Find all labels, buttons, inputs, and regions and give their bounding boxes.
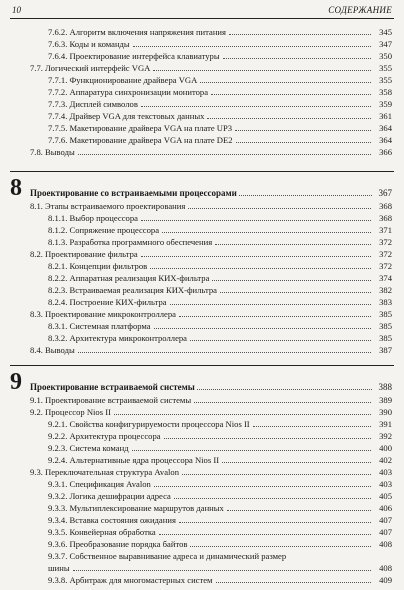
toc-entry[interactable] — [10, 308, 392, 320]
leader-dots — [229, 26, 371, 35]
toc-entry[interactable] — [10, 490, 392, 502]
leader-dots — [162, 224, 371, 233]
toc-entry-page: 374 — [372, 272, 392, 284]
leader-dots — [188, 200, 371, 209]
leader-dots — [159, 526, 371, 535]
toc-entry-title: 9.3.7. Собственное выравнивание адреса и динамический размер — [48, 551, 287, 561]
toc-entry-title: 9.2.1. Свойства конфигурируемости процессора Nios II — [48, 419, 250, 429]
toc-entry-page: 359 — [372, 98, 392, 110]
toc-entry[interactable] — [10, 478, 392, 490]
toc-entry[interactable] — [10, 26, 392, 38]
toc-entry[interactable] — [10, 344, 392, 356]
toc-entry-page: 355 — [372, 74, 392, 86]
leader-dots — [212, 272, 371, 281]
toc-entry-title: 9.3.2. Логика дешифрации адреса — [48, 491, 171, 501]
toc-entry[interactable] — [10, 62, 392, 74]
toc-entry[interactable] — [10, 394, 392, 406]
toc-entry-page: 355 — [372, 62, 392, 74]
leader-dots — [200, 74, 371, 83]
toc-entries-9 — [10, 394, 392, 586]
toc-entry-page: 403 — [372, 478, 392, 490]
toc-entry-page: 385 — [372, 308, 392, 320]
toc-entry-page: 383 — [372, 296, 392, 308]
leader-dots — [190, 538, 371, 547]
chapter-number: 9 — [10, 369, 22, 395]
toc-entry-title: 9.2.3. Система команд — [48, 443, 129, 453]
toc-entry[interactable] — [10, 514, 392, 526]
leader-dots — [207, 110, 371, 119]
toc-entry[interactable] — [10, 284, 392, 296]
leader-dots — [215, 236, 371, 245]
toc-entry-title: 7.6.2. Алгоритм включения напряжения питания — [48, 27, 226, 37]
toc-entry-title: 8.1.2. Сопряжение процессора — [48, 225, 160, 235]
toc-entry[interactable] — [10, 236, 392, 248]
toc-entry-title: 8.2.2. Аппаратная реализация КИХ-фильтра — [48, 273, 210, 283]
toc-entry-page: 372 — [372, 236, 392, 248]
toc-entry[interactable] — [10, 122, 392, 134]
leader-dots — [236, 134, 371, 143]
chapter-heading[interactable] — [10, 176, 392, 200]
leader-dots — [194, 394, 371, 403]
leader-dots — [73, 562, 371, 571]
toc-entry[interactable] — [10, 98, 392, 110]
leader-dots — [133, 38, 371, 47]
toc-entry[interactable] — [10, 526, 392, 538]
leader-dots — [190, 332, 371, 341]
toc-entry[interactable] — [10, 50, 392, 62]
toc-entry[interactable] — [10, 406, 392, 418]
toc-entry-page: 368 — [372, 212, 392, 224]
toc-entry-title: 9.2.4. Альтернативные ядра процессора Nios II — [48, 455, 220, 465]
toc-entry-page: 366 — [372, 146, 392, 158]
toc-entry-page: 361 — [372, 110, 392, 122]
leader-dots — [164, 430, 371, 439]
toc-entry[interactable] — [10, 442, 392, 454]
toc-entry-title: 7.6.4. Проектирование интерфейса клавиатуры — [48, 51, 220, 61]
leader-dots — [78, 344, 371, 353]
toc-entry-page: 408 — [372, 562, 392, 574]
toc-entry[interactable] — [10, 212, 392, 224]
section-divider — [10, 171, 394, 172]
toc-entry-page: 372 — [372, 260, 392, 272]
toc-entry-title: 9.2.2. Архитектура процессора — [48, 431, 161, 441]
leader-dots — [141, 212, 371, 221]
toc-entry-page: 409 — [372, 574, 392, 586]
toc-entry-title: 8.2.1. Концепции фильтров — [48, 261, 148, 271]
toc-entry[interactable] — [10, 538, 392, 550]
leader-dots — [227, 502, 371, 511]
toc-entry-title: 9.2. Процессор Nios II — [30, 407, 111, 417]
toc-entry-title: 9.3.4. Вставка состояния ожидания — [48, 515, 176, 525]
toc-entry-title: 7.7.3. Дисплей символов — [48, 99, 138, 109]
toc-entry-title: 9.3.6. Преобразование порядка байтов — [48, 539, 188, 549]
toc-entry[interactable] — [10, 38, 392, 50]
toc-entry-title: 7.7.4. Драйвер VGA для текстовых данных — [48, 111, 205, 121]
toc-entry[interactable] — [10, 418, 392, 430]
toc-entry-page: 368 — [372, 200, 392, 212]
toc-entries-8 — [10, 200, 392, 356]
chapter-title: Проектирование со встраиваемыми процессорами — [30, 188, 237, 198]
chapter-number: 8 — [10, 175, 22, 201]
chapter-page: 367 — [378, 188, 392, 198]
toc-entry[interactable] — [10, 200, 392, 212]
toc-entry-title: 7.7.1. Функционирование драйвера VGA — [48, 75, 198, 85]
toc-entry[interactable] — [10, 332, 392, 344]
toc-entry-title: 8.2.3. Встраиваемая реализация КИХ-фильтра — [48, 285, 217, 295]
toc-entry-page: 347 — [372, 38, 392, 50]
toc-entry[interactable] — [10, 574, 392, 586]
toc-entry[interactable] — [10, 224, 392, 236]
leader-dots — [114, 406, 371, 415]
toc-entry[interactable] — [10, 146, 392, 158]
toc-entry-page: 372 — [372, 248, 392, 260]
toc-entry-page: 382 — [372, 284, 392, 296]
leader-dots — [253, 418, 371, 427]
leader-dots — [223, 50, 371, 59]
toc-entry-page: 400 — [372, 442, 392, 454]
toc-entry-page: 364 — [372, 122, 392, 134]
toc-chapter-9 — [10, 370, 392, 586]
toc-entry-page: 350 — [372, 50, 392, 62]
toc-entry-page: 387 — [372, 344, 392, 356]
leader-dots — [182, 466, 371, 475]
chapter-title: Проектирование встраиваемой системы — [30, 382, 195, 392]
toc-entry-page: 392 — [372, 430, 392, 442]
leader-dots — [211, 86, 371, 95]
leader-dots — [78, 146, 371, 155]
leader-dots — [170, 296, 371, 305]
toc-entry-page: 389 — [372, 394, 392, 406]
toc-entry[interactable] — [10, 562, 392, 574]
toc-entry-title: 9.3.8. Арбитраж для многомастерных систем — [48, 575, 213, 585]
leader-dots — [141, 98, 371, 107]
page-number: 10 — [12, 5, 21, 15]
toc-entry-title: 9.3.1. Спецификация Avalon — [48, 479, 151, 489]
leader-dots — [154, 478, 371, 487]
toc-entry-page: 371 — [372, 224, 392, 236]
toc-entry-page: 385 — [372, 320, 392, 332]
toc-entry[interactable] — [10, 550, 392, 562]
toc-entry-page: 408 — [372, 538, 392, 550]
toc-entry-title: 7.7.5. Макетирование драйвера VGA на плате UP3 — [48, 123, 233, 133]
toc-entry[interactable] — [10, 86, 392, 98]
toc-entry-title: 7.8. Выводы — [30, 147, 75, 157]
toc-entry-page: 407 — [372, 514, 392, 526]
toc-entry-page: 390 — [372, 406, 392, 418]
toc-section-7 — [10, 26, 392, 158]
toc-entry-page: 403 — [372, 466, 392, 478]
toc-entry[interactable] — [10, 260, 392, 272]
leader-dots — [239, 195, 372, 196]
toc-entry-title: 8.3.2. Архитектура микроконтроллера — [48, 333, 187, 343]
leader-dots — [216, 574, 372, 583]
toc-entry-title: 9.3.3. Мультиплексирование маршрутов данных — [48, 503, 224, 513]
leader-dots — [153, 62, 371, 71]
toc-entry-title: 8.2.4. Построение КИХ-фильтра — [48, 297, 167, 307]
chapter-page: 388 — [378, 382, 392, 392]
toc-entry-page: 391 — [372, 418, 392, 430]
toc-entry-title: 7.7. Логический интерфейс VGA — [30, 63, 151, 73]
toc-entry[interactable] — [10, 454, 392, 466]
toc-entry[interactable] — [10, 248, 392, 260]
page-header — [10, 4, 394, 19]
toc-entry[interactable] — [10, 296, 392, 308]
toc-entry[interactable] — [10, 110, 392, 122]
leader-dots — [220, 284, 371, 293]
toc-entry-title: 9.3.5. Конвейерная обработка — [48, 527, 156, 537]
leader-dots — [235, 122, 371, 131]
toc-entry[interactable] — [10, 466, 392, 478]
toc-entry[interactable] — [10, 502, 392, 514]
toc-entry[interactable] — [10, 320, 392, 332]
leader-dots — [222, 454, 371, 463]
toc-entry-title: 8.2. Проектирование фильтра — [30, 249, 138, 259]
toc-entry-page: 405 — [372, 490, 392, 502]
toc-entry-title: шины — [48, 563, 70, 573]
leader-dots — [141, 248, 371, 257]
toc-entry-title: 9.1. Проектирование встраиваемой системы — [30, 395, 192, 405]
running-title: СОДЕРЖАНИЕ — [328, 5, 392, 15]
toc-entry-page: 364 — [372, 134, 392, 146]
toc-entry-page: 406 — [372, 502, 392, 514]
toc-entry-page: 358 — [372, 86, 392, 98]
toc-entry[interactable] — [10, 74, 392, 86]
toc-entry[interactable] — [10, 134, 392, 146]
toc-entry-title: 8.1. Этапы встраиваемого проектирования — [30, 201, 186, 211]
toc-entry[interactable] — [10, 272, 392, 284]
toc-entry-title: 8.1.3. Разработка программного обеспечения — [48, 237, 213, 247]
toc-entry-title: 8.4. Выводы — [30, 345, 75, 355]
toc-entry[interactable] — [10, 430, 392, 442]
toc-entry-page: 345 — [372, 26, 392, 38]
leader-dots — [197, 389, 372, 390]
leader-dots — [154, 320, 371, 329]
section-divider — [10, 365, 394, 366]
toc-entry-title: 8.3.1. Системная платформа — [48, 321, 151, 331]
toc-entry-title: 7.6.3. Коды и команды — [48, 39, 130, 49]
leader-dots — [132, 442, 371, 451]
toc-entry-title: 7.7.6. Макетирование драйвера VGA на плате DE2 — [48, 135, 233, 145]
chapter-heading[interactable] — [10, 370, 392, 394]
toc-entry-title: 9.3. Переключательная структура Avalon — [30, 467, 180, 477]
leader-dots — [179, 308, 371, 317]
toc-entry-page: 407 — [372, 526, 392, 538]
leader-dots — [179, 514, 371, 523]
toc-entry-title: 8.3. Проектирование микроконтроллера — [30, 309, 176, 319]
toc-entry-page: 385 — [372, 332, 392, 344]
toc-entry-title: 7.7.2. Аппаратура синхронизации монитора — [48, 87, 209, 97]
toc-chapter-8 — [10, 176, 392, 356]
leader-dots — [174, 490, 371, 499]
toc-entry-title: 8.1.1. Выбор процессора — [48, 213, 138, 223]
leader-dots — [150, 260, 371, 269]
toc-entry-page: 402 — [372, 454, 392, 466]
